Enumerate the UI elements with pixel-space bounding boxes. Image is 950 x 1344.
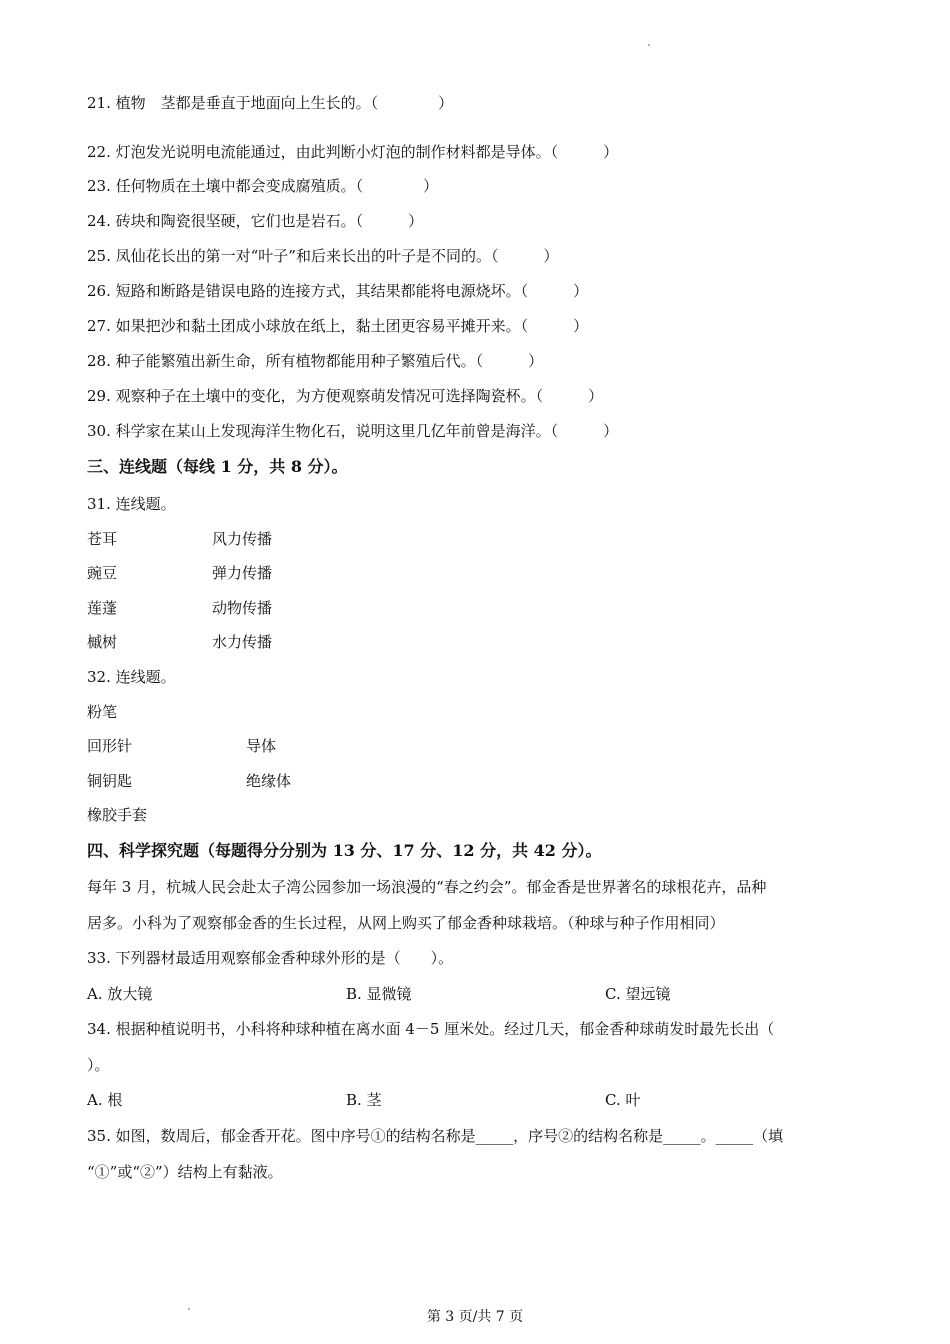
question-35-stem: 35. 如图，数周后，郁金香开花。图中序号①的结构名称是_____，序号②的结构名称是_____。_____（填 — [87, 1127, 784, 1145]
question-33-stem: 33. 下列器材最适用观察郁金香种球外形的是（ ）。 — [87, 949, 454, 967]
q31-left-item: 豌豆 — [87, 564, 118, 582]
question-22: 22. 灯泡发光说明电流能通过，由此判断小灯泡的制作材料都是导体。（ ） — [87, 143, 619, 161]
q31-right-item: 水力传播 — [212, 633, 273, 651]
question-31-title: 31. 连线题。 — [87, 495, 176, 513]
question-25: 25. 凤仙花长出的第一对“叶子”和后来长出的叶子是不同的。（ ） — [87, 247, 559, 265]
section-3-heading: 三、连线题（每线 1 分，共 8 分）。 — [87, 457, 348, 476]
q33-option-b: B. 显微镜 — [346, 985, 412, 1003]
question-28: 28. 种子能繁殖出新生命，所有植物都能用种子繁殖后代。（ ） — [87, 352, 544, 370]
question-29: 29. 观察种子在土壤中的变化，为方便观察萌发情况可选择陶瓷杯。（ ） — [87, 387, 604, 405]
section-4-intro: 居多。小科为了观察郁金香的生长过程，从网上购买了郁金香种球栽培。（种球与种子作用相同） — [87, 914, 725, 932]
scan-dot — [648, 44, 650, 46]
question-30: 30. 科学家在某山上发现海洋生物化石，说明这里几亿年前曾是海洋。（ ） — [87, 422, 619, 440]
question-23: 23. 任何物质在土壤中都会变成腐殖质。（ ） — [87, 177, 439, 195]
question-34-stem-cont: ）。 — [87, 1056, 110, 1074]
q31-right-item: 风力传播 — [212, 530, 273, 548]
question-21: 21. 植物 茎都是垂直于地面向上生长的。（ ） — [87, 94, 454, 112]
q32-left-item: 铜钥匙 — [87, 772, 133, 790]
q32-right-item: 导体 — [246, 737, 277, 755]
q32-left-item: 橡胶手套 — [87, 806, 148, 824]
q33-option-a: A. 放大镜 — [87, 985, 153, 1003]
q31-right-item: 动物传播 — [212, 599, 273, 617]
question-32-title: 32. 连线题。 — [87, 668, 176, 686]
question-34-stem: 34. 根据种植说明书，小科将种球种植在离水面 4－5 厘米处。经过几天，郁金香种球萌发时最先长出（ — [87, 1020, 775, 1038]
page-footer: 第 3 页/共 7 页 — [426, 1309, 524, 1325]
question-24: 24. 砖块和陶瓷很坚硬，它们也是岩石。（ ） — [87, 212, 424, 230]
q31-left-item: 莲蓬 — [87, 599, 118, 617]
q33-option-c: C. 望远镜 — [605, 985, 671, 1003]
q32-left-item: 粉笔 — [87, 703, 118, 721]
q31-right-item: 弹力传播 — [212, 564, 273, 582]
q34-option-c: C. 叶 — [605, 1091, 641, 1109]
q31-left-item: 苍耳 — [87, 530, 118, 548]
q32-left-item: 回形针 — [87, 737, 133, 755]
q32-right-item: 绝缘体 — [246, 772, 292, 790]
q34-option-b: B. 茎 — [346, 1091, 382, 1109]
section-4-heading: 四、科学探究题（每题得分分别为 13 分、17 分、12 分，共 42 分）。 — [87, 841, 602, 860]
question-27: 27. 如果把沙和黏土团成小球放在纸上，黏土团更容易平摊开来。（ ） — [87, 317, 589, 335]
question-26: 26. 短路和断路是错误电路的连接方式，其结果都能将电源烧坏。（ ） — [87, 282, 589, 300]
q31-left-item: 槭树 — [87, 633, 118, 651]
q34-option-a: A. 根 — [87, 1091, 123, 1109]
section-4-intro: 每年 3 月，杭城人民会赴太子湾公园参加一场浪漫的“春之约会”。郁金香是世界著名的球根花卉，品种 — [87, 878, 767, 896]
question-35-stem-cont: “①”或“②”）结构上有黏液。 — [87, 1163, 283, 1181]
